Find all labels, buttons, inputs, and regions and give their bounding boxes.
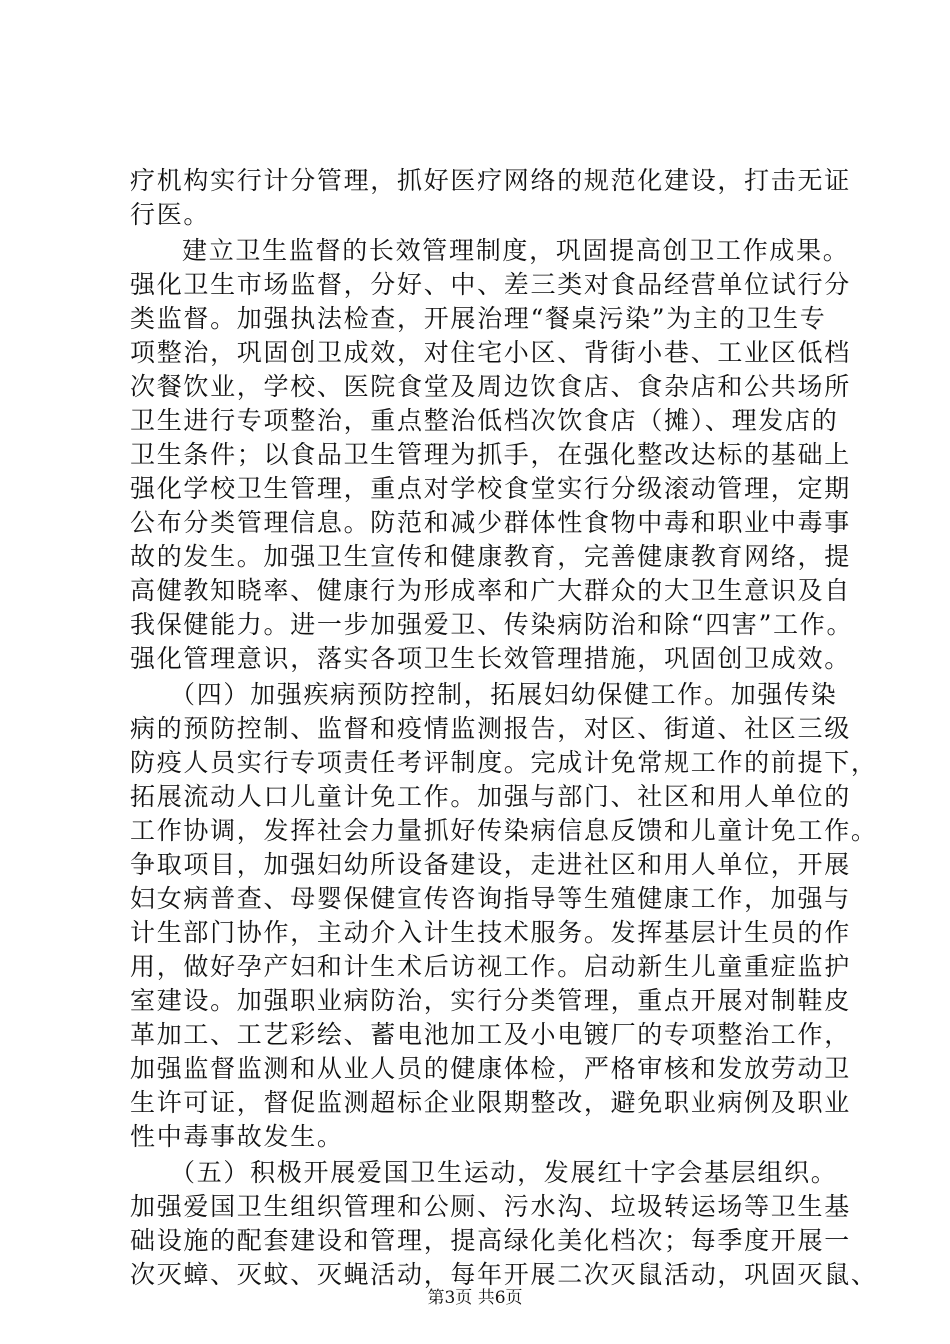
text-line: 生许可证，督促监测超标企业限期整改，避免职业病例及职业 — [130, 1088, 851, 1117]
text-line: 类监督。加强执法检查，开展治理“餐桌污染”为主的卫生专 — [130, 304, 827, 333]
text-line: 行医。 — [130, 200, 211, 229]
page-number-footer: 第3页 共6页 — [427, 1288, 523, 1308]
text-line: 拓展流动人口儿童计免工作。加强与部门、社区和用人单位的 — [130, 782, 851, 811]
text-line: 加强监督监测和从业人员的健康体检，严格审核和发放劳动卫 — [130, 1054, 851, 1083]
text-line: 病的预防控制、监督和疫情监测报告，对区、街道、社区三级 — [130, 714, 851, 743]
text-line: 计生部门协作，主动介入计生技术服务。发挥基层计生员的作 — [130, 918, 851, 947]
text-line: 用，做好孕产妇和计生术后访视工作。启动新生儿童重症监护 — [130, 952, 851, 981]
text-line: 争取项目，加强妇幼所设备建设，走进社区和用人单位，开展 — [130, 850, 851, 879]
text-line: 革加工、工艺彩绘、蓄电池加工及小电镀厂的专项整治工作， — [130, 1020, 851, 1049]
text-line: 疗机构实行计分管理，抓好医疗网络的规范化建设，打击无证 — [130, 166, 851, 195]
text-line: 性中毒事故发生。 — [130, 1122, 344, 1151]
section-heading-line: （五）积极开展爱国卫生运动，发展红十字会基层组织。 — [170, 1158, 838, 1187]
text-line: 强化学校卫生管理，重点对学校食堂实行分级滚动管理，定期 — [130, 474, 851, 503]
text-line: 项整治，巩固创卫成效，对住宅小区、背街小巷、工业区低档 — [130, 338, 851, 367]
text-line: 室建设。加强职业病防治，实行分类管理，重点开展对制鞋皮 — [130, 986, 851, 1015]
text-line: 故的发生。加强卫生宣传和健康教育，完善健康教育网络，提 — [130, 542, 851, 571]
text-line: 强化卫生市场监督，分好、中、差三类对食品经营单位试行分 — [130, 270, 851, 299]
text-line: 加强爱国卫生组织管理和公厕、污水沟、垃圾转运场等卫生基 — [130, 1192, 851, 1221]
text-line: 公布分类管理信息。防范和减少群体性食物中毒和职业中毒事 — [130, 508, 851, 537]
text-line: 卫生进行专项整治，重点整治低档次饮食店（摊）、理发店的 — [130, 406, 839, 435]
text-line: 高健教知晓率、健康行为形成率和广大群众的大卫生意识及自 — [130, 576, 851, 605]
text-line: 妇女病普查、母婴保健宣传咨询指导等生殖健康工作，加强与 — [130, 884, 851, 913]
text-line: 次餐饮业，学校、医院食堂及周边饮食店、食杂店和公共场所 — [130, 372, 851, 401]
section-heading-line: （四）加强疾病预防控制，拓展妇幼保健工作。加强传染 — [170, 680, 838, 709]
text-line: 我保健能力。进一步加强爱卫、传染病防治和除“四害”工作。 — [130, 610, 854, 639]
text-line: 次灭蟑、灭蚊、灭蝇活动，每年开展二次灭鼠活动，巩固灭鼠、 — [130, 1260, 878, 1289]
text-line: 防疫人员实行专项责任考评制度。完成计免常规工作的前提下， — [130, 748, 878, 777]
text-line: 强化管理意识，落实各项卫生长效管理措施，巩固创卫成效。 — [130, 644, 851, 673]
text-line: 卫生条件；以食品卫生管理为抓手，在强化整改达标的基础上 — [130, 440, 851, 469]
text-line: 础设施的配套建设和管理，提高绿化美化档次；每季度开展一 — [130, 1226, 851, 1255]
text-line: 工作协调，发挥社会力量抓好传染病信息反馈和儿童计免工作。 — [130, 816, 878, 845]
paragraph-start-line: 建立卫生监督的长效管理制度，巩固提高创卫工作成果。 — [182, 236, 850, 265]
